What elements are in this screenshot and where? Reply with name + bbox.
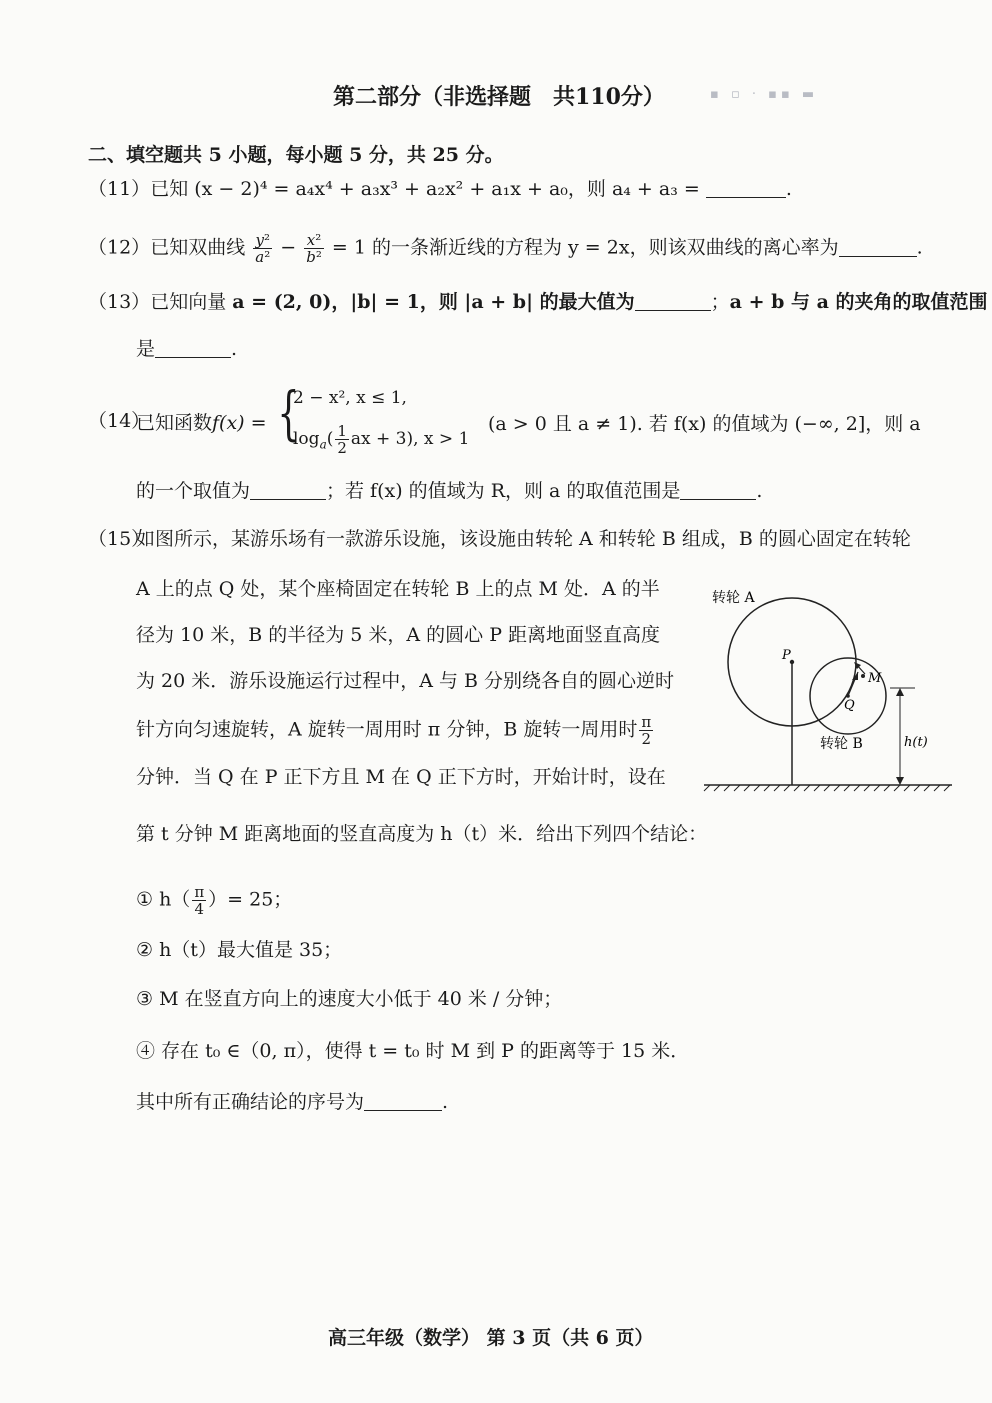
q14-frac-half: $\frac{1}{2}$ (337, 422, 347, 457)
q12-answer-blank[interactable] (839, 238, 917, 257)
q14-answer-blank-1[interactable] (250, 481, 326, 500)
q14-case1: 2 − x², x ≤ 1, (293, 388, 407, 408)
q15-line5-text: 针方向匀速旋转，A 旋转一周用时 π 分钟，B 旋转一周用时 (136, 718, 638, 741)
q15-frac-pi2: $\frac{\pi}{2}$ (641, 713, 652, 748)
q14-line2b: ；若 f(x) 的值域为 R，则 a 的取值范围是 (326, 480, 681, 502)
q13-mid: ； (710, 291, 730, 313)
q14-cond: (a > 0 且 a ≠ 1). 若 f(x) 的值域为 (−∞, 2]，则 a (488, 413, 921, 435)
q13-answer-blank-2[interactable] (155, 339, 231, 358)
q13-tail: a + b 与 a 的夹角的取值范围 (729, 291, 988, 313)
q12-eq: = 1 的一条渐近线的方程为 (331, 236, 569, 259)
ferris-wheel-figure (700, 580, 960, 800)
q14-number: （14） (88, 410, 151, 432)
q14-brace: { (277, 379, 300, 447)
q14-line2a: 的一个取值为 (136, 480, 251, 502)
q14-pre-text: 已知函数 (136, 412, 213, 434)
conclusion-2: ② h（t）最大值是 35； (136, 939, 343, 961)
q14-line2 (136, 478, 762, 504)
q15-answer-blank[interactable] (364, 1092, 442, 1111)
part-title: 第二部分（非选择题 共110分） (333, 84, 665, 110)
question-12: （12）已知双曲线 $\frac{\text{y²}}{\text{a²}}$ − $\frac{\text{x²}}{\text{b²}}$ = 1 的一条渐近线的方程为 y = 2x，则该双曲线的离心率为 . (88, 231, 923, 266)
question-11 (88, 176, 792, 202)
q14-case2b: ax + 3), x > 1 (350, 429, 470, 449)
q14-fx: f(x) = (212, 412, 267, 434)
q14-case2: $\log_a$( $\frac{1}{2}$ ax + 3), x > 1 (293, 422, 470, 457)
q15-final-text: 其中所有正确结论的序号为 (136, 1091, 365, 1113)
q12-frac-x2b2: $\frac{\text{x²}}{\text{b²}}$ (306, 231, 322, 266)
q11-number: （11） (88, 178, 151, 200)
c1a: ① h（ (136, 888, 191, 911)
c1b: ）= 25； (208, 888, 293, 911)
q14-pre (136, 410, 267, 436)
q15-line5 (136, 714, 655, 747)
q12-frac-y2a2: $\frac{\text{y²}}{\text{a²}}$ (255, 231, 271, 266)
q11-end: . (785, 178, 792, 200)
q11-answer-blank[interactable] (706, 179, 786, 198)
q15-number: （15） (88, 528, 151, 550)
label-m: M (868, 671, 882, 686)
label-wheel-b: 转轮 B (820, 736, 863, 752)
q12-number: （12） (88, 236, 151, 259)
q13-vec: a = (2, 0)，|b| = 1，则 |a + b| 的最大值为 (232, 291, 635, 313)
question-13-line2 (136, 336, 237, 362)
label-wheel-a: 转轮 A (712, 590, 755, 606)
q15-line4: 为 20 米．游乐设施运行过程中，A 与 B 分别绕各自的圆心逆时 (136, 670, 675, 692)
c1-frac-pi4: $\frac{\pi}{4}$ (194, 883, 205, 918)
q12-end: . (916, 236, 923, 259)
q12-post: ，则该双曲线的离心率为 (629, 236, 839, 259)
q15-line6: 分钟．当 Q 在 P 正下方且 M 在 Q 正下方时，开始计时，设在 (136, 766, 666, 788)
label-h: h(t) (904, 735, 928, 750)
page-footer: 高三年级（数学） 第 3 页（共 6 页） (328, 1327, 654, 1349)
conclusion-3: ③ M 在竖直方向上的速度大小低于 40 米 / 分钟； (136, 988, 563, 1010)
q14-log: log (293, 429, 320, 449)
q15-line3: 径为 10 米，B 的半径为 5 米，A 的圆心 P 距离地面竖直高度 (136, 624, 661, 646)
q13-end: . (231, 338, 238, 360)
q13-number: （13） (88, 291, 151, 313)
question-13 (88, 289, 988, 315)
q15-final (136, 1089, 448, 1115)
q11-text: 已知 (x − 2)⁴ = a₄x⁴ + a₃x³ + a₂x² + a₁x + a₀，则 a₄ + a₃ = (150, 178, 706, 200)
q13-line2: 是 (136, 338, 156, 360)
label-q: Q (844, 698, 855, 713)
q14-answer-blank-2[interactable] (680, 481, 756, 500)
q15-line7: 第 t 分钟 M 距离地面的竖直高度为 h（t）米．给出下列四个结论： (136, 823, 708, 845)
q15-end: . (442, 1091, 449, 1113)
section-heading: 二、填空题共 5 小题，每小题 5 分，共 25 分。 (88, 144, 504, 166)
faint-stamp: ▪ ▫ · ▪▪ ▬ (710, 87, 819, 102)
conclusion-1 (136, 884, 292, 917)
q13-pre: 已知向量 (150, 291, 233, 313)
q12-eq2: y = 2x (568, 236, 630, 259)
q13-answer-blank-1[interactable] (635, 292, 711, 311)
q14-end: . (756, 480, 763, 502)
q12-pre: 已知双曲线 (150, 236, 246, 259)
q15-line1: 如图所示，某游乐场有一款游乐设施，该设施由转轮 A 和转轮 B 组成，B 的圆心固定在转轮 (136, 528, 911, 550)
q15-line2: A 上的点 Q 处，某个座椅固定在转轮 B 上的点 M 处．A 的半 (136, 578, 660, 600)
conclusion-4: ④ 存在 t₀ ∈（0, π），使得 t = t₀ 时 M 到 P 的距离等于 15 米． (136, 1040, 690, 1062)
label-p: P (782, 648, 791, 663)
